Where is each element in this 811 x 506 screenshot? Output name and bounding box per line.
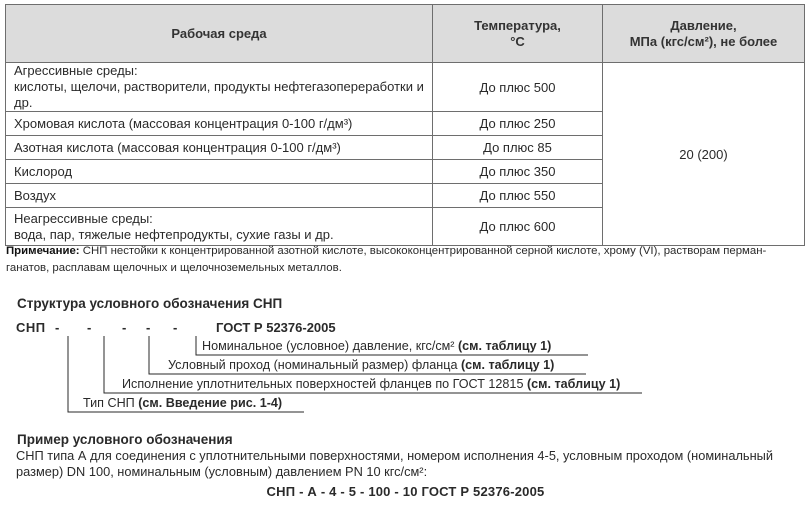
line-text: Номинальное (условное) давление, кгс/см² [202, 339, 455, 353]
env-line2: вода, пар, тяжелые нефтепродукты, сухие газы и др. [14, 226, 334, 242]
temp-cell: До плюс 85 [433, 136, 603, 160]
temp-cell: До плюс 350 [433, 160, 603, 184]
working-media-table [5, 4, 805, 246]
header-pres-line2: МПа (кгс/см²), не более [629, 33, 778, 49]
structure-title: Структура условного обозначения СНП [17, 296, 283, 311]
env-cell [6, 63, 433, 112]
structure-line-pressure [202, 339, 551, 353]
temp-cell: До плюс 550 [433, 184, 603, 208]
env-line1: Неагрессивные среды: [14, 210, 153, 226]
designation-code: СНП [16, 320, 46, 335]
header-temp-line1: Температура, [474, 17, 561, 33]
line-ref: (см. таблицу 1) [457, 339, 552, 353]
temp-cell: До плюс 500 [433, 63, 603, 112]
line-text: Условный проход (номинальный размер) фланца [168, 358, 458, 372]
env-line2: кислоты, щелочи, растворители, продукты нефтегазопереработки и др. [14, 79, 424, 110]
temp-cell: До плюс 250 [433, 112, 603, 136]
env-cell: Кислород [6, 160, 433, 184]
designation-gost: ГОСТ Р 52376-2005 [216, 320, 336, 335]
env-cell: Воздух [6, 184, 433, 208]
line-text: Тип СНП [83, 396, 135, 410]
env-line1: Агрессивные среды: [14, 63, 138, 78]
designation-separator: - [146, 320, 151, 335]
structure-line-dn [168, 358, 554, 372]
env-cell [6, 208, 433, 246]
env-cell: Хромовая кислота (массовая концентрация 0-100 г/дм³) [6, 112, 433, 136]
example-title: Пример условного обозначения [17, 432, 233, 447]
table-note [6, 243, 806, 276]
pressure-cell: 20 (200) [603, 63, 805, 246]
table-header-row [6, 5, 805, 63]
structure-line-type [83, 396, 282, 410]
header-pres-line1: Давление, [670, 17, 737, 33]
line-ref: (см. Введение рис. 1-4) [138, 396, 283, 410]
designation-separator: - [173, 320, 178, 335]
example-code: СНП - А - 4 - 5 - 100 - 10 ГОСТ Р 52376-2005 [266, 484, 545, 499]
header-pressure [603, 5, 805, 63]
env-cell: Азотная кислота (массовая концентрация 0-100 г/дм³) [6, 136, 433, 160]
designation-separator: - [87, 320, 92, 335]
line-ref: (см. таблицу 1) [526, 377, 621, 391]
header-temperature [433, 5, 603, 63]
designation-separator: - [55, 320, 60, 335]
table-row [6, 63, 805, 112]
structure-line-execution [122, 377, 620, 391]
note-label: Примечание: [6, 245, 80, 257]
note-text: СНП нестойки к концентрированной азотной кислоте, высококонцентрированной серной кислоте, хрому (VI), растворам перман-ганатов, расплавам щелочных и щелочноземельных металлов. [6, 245, 767, 274]
line-text: Исполнение уплотнительных поверхностей фланцев по ГОСТ 12815 [122, 377, 524, 391]
example-text: СНП типа А для соединения с уплотнительными поверхностями, номером исполнения 4-5, условным проходом (номинальный размер) DN 100, номинальным (условным) давлением PN 10 кгс/см²: [16, 448, 774, 479]
header-temp-line2: °С [510, 33, 525, 49]
header-env: Рабочая среда [6, 5, 433, 63]
designation-separator: - [122, 320, 127, 335]
line-ref: (см. таблицу 1) [460, 358, 555, 372]
temp-cell: До плюс 600 [433, 208, 603, 246]
